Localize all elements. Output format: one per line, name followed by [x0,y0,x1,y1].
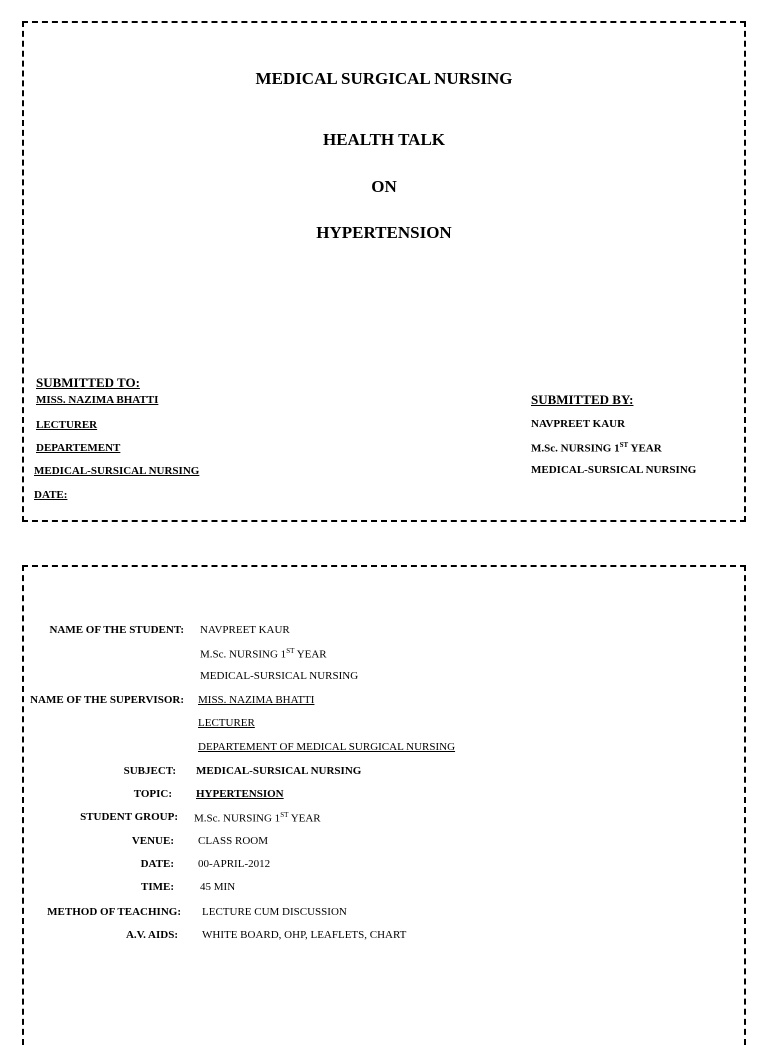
submitted-by-heading: SUBMITTED BY: [531,392,634,407]
topic-title: HYPERTENSION [316,223,452,242]
av-aids-value: WHITE BOARD, OHP, LEAFLETS, CHART [202,929,407,941]
submitted-by-dept: MEDICAL-SURSICAL NURSING [531,464,697,476]
submitted-to-heading: SUBMITTED TO: [36,375,140,390]
subject-label: SUBJECT: [123,765,176,777]
submitted-by-course: M.Sc. NURSING 1ST YEAR [531,441,662,455]
topic-value: HYPERTENSION [196,788,284,800]
time-label: TIME: [141,881,174,893]
talk-title: HEALTH TALK [322,130,446,149]
details-page [22,565,746,1045]
on-label: ON [371,177,397,196]
venue-value: CLASS ROOM [198,835,268,847]
supervisor-label: NAME OF THE SUPERVISOR: [30,694,184,706]
submitted-to-name: MISS. NAZIMA BHATTI [36,394,159,406]
venue-label: VENUE: [131,835,174,847]
student-label: NAME OF THE STUDENT: [49,624,184,636]
student-dept: MEDICAL-SURSICAL NURSING [200,670,359,682]
supervisor-name: MISS. NAZIMA BHATTI [198,694,315,706]
av-aids-label: A.V. AIDS: [125,929,178,941]
student-course: M.Sc. NURSING 1ST YEAR [200,647,327,661]
student-group-value: M.Sc. NURSING 1ST YEAR [194,811,321,825]
method-value: LECTURE CUM DISCUSSION [202,906,347,918]
subject-value: MEDICAL-SURSICAL NURSING [196,765,362,777]
supervisor-dept: DEPARTEMENT OF MEDICAL SURGICAL NURSING [198,741,456,753]
time-value: 45 MIN [200,881,236,893]
submitted-to-date-label: DATE: [34,489,68,501]
topic-label: TOPIC: [133,788,172,800]
subject-title: MEDICAL SURGICAL NURSING [255,69,513,88]
method-label: METHOD OF TEACHING: [47,906,181,918]
submitted-to-position: LECTURER [36,419,98,431]
student-name: NAVPREET KAUR [200,624,290,636]
date-value: 00-APRIL-2012 [198,858,271,870]
date-label: DATE: [140,858,174,870]
student-group-label: STUDENT GROUP: [80,811,178,823]
submitted-by-name: NAVPREET KAUR [531,418,626,430]
supervisor-position: LECTURER [198,717,255,729]
submitted-to-dept: MEDICAL-SURSICAL NURSING [34,465,200,477]
submitted-to-dept-label: DEPARTEMENT [36,442,121,454]
cover-page [22,21,746,522]
